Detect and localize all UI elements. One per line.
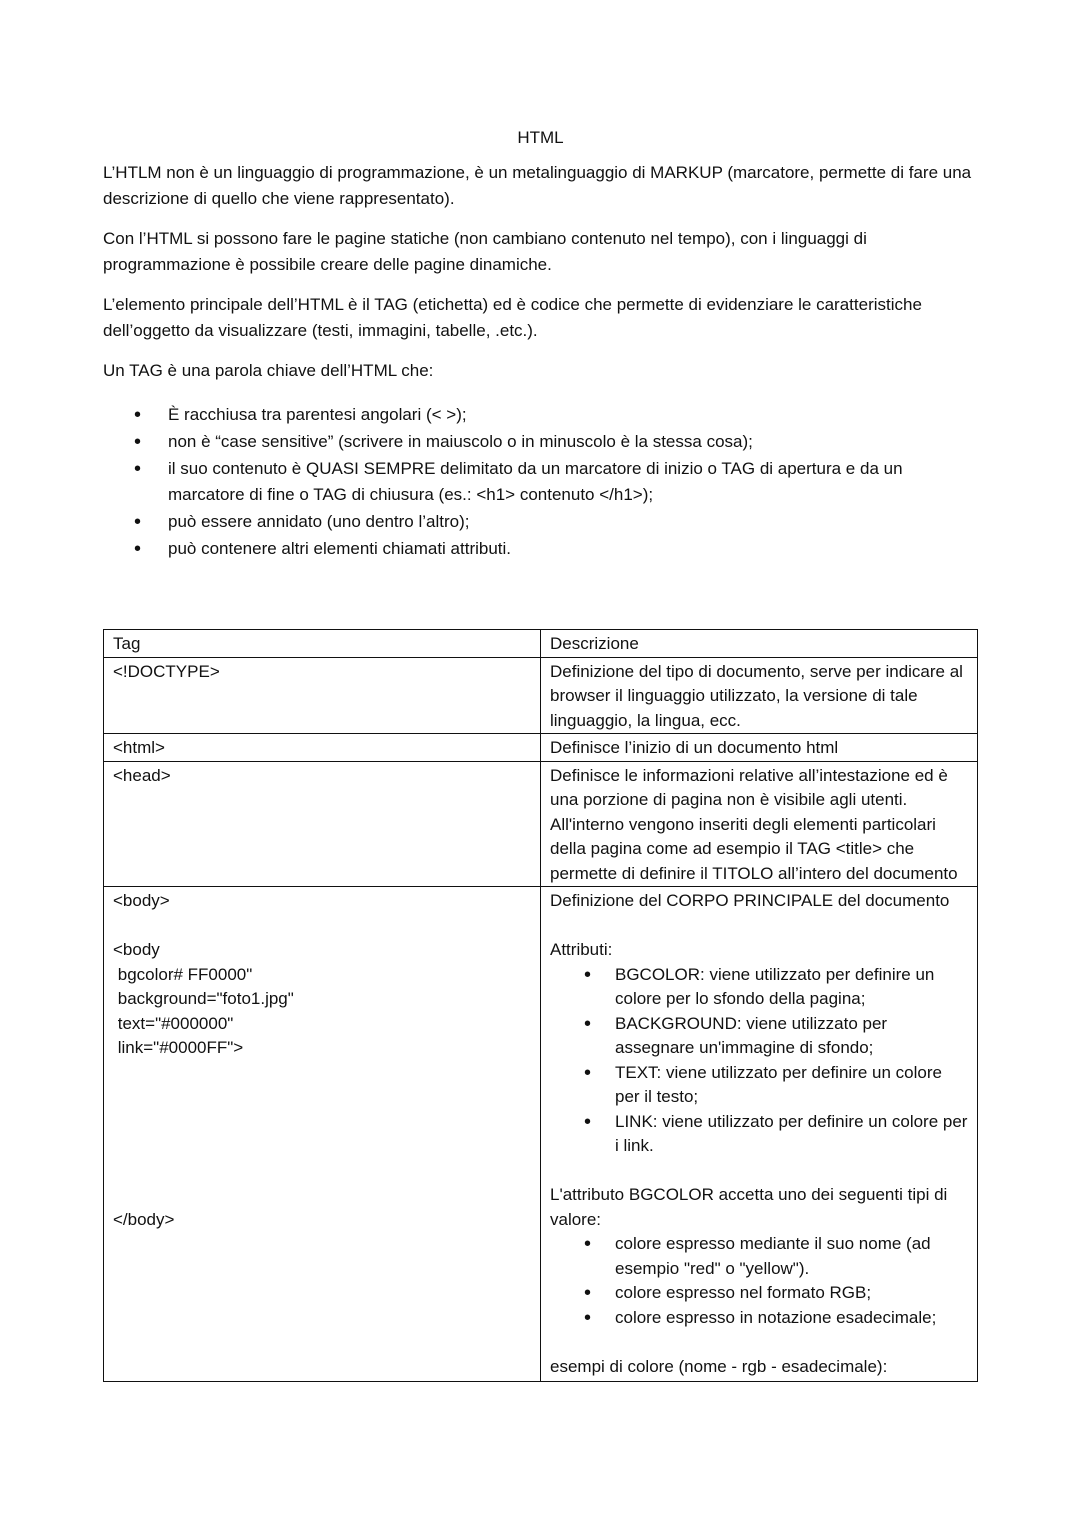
bgcolor-intro: L'attributo BGCOLOR accetta uno dei seguenti tipi di valore: <box>550 1185 948 1229</box>
body-close-tag: </body> <box>113 1209 175 1229</box>
paragraph-static-pages: Con l’HTML si possono fare le pagine statiche (non cambiano contenuto nel tempo), con i linguaggi di programmazione è possibile creare delle pagine dinamiche. <box>103 229 867 274</box>
list-item: • può contenere altri elementi chiamati attributi. <box>103 536 978 562</box>
cell-tag: <html> <box>104 734 541 762</box>
list-item: • LINK: viene utilizzato per definire un colore per i link. <box>550 1110 968 1159</box>
body-code-example: <body bgcolor# FF0000" background="foto1.jpg" text="#000000" link="#0000FF"> <box>113 940 294 1057</box>
list-item: • non è “case sensitive” (scrivere in maiuscolo o in minuscolo è la stessa cosa); <box>103 429 978 455</box>
paragraph-intro: L’HTLM non è un linguaggio di programmazione, è un metalinguaggio di MARKUP (marcatore, permette di fare una descrizione di quello che viene rappresentato). <box>103 163 972 208</box>
list-item: • colore espresso nel formato RGB; <box>550 1281 968 1306</box>
body-description: Definizione del CORPO PRINCIPALE del documento <box>550 891 950 910</box>
table-row <box>104 734 978 762</box>
list-item: • colore espresso in notazione esadecimale; <box>550 1306 968 1331</box>
attributes-list <box>550 963 968 1159</box>
tag-table <box>103 629 978 1382</box>
paragraph-tag-element: L’elemento principale dell’HTML è il TAG (etichetta) ed è codice che permette di evidenziare le caratteristiche dell’oggetto da visualizzare (testi, immagini, tabelle, .etc.). <box>103 295 922 340</box>
table-row <box>104 761 978 887</box>
cell-description: Definizione del tipo di documento, serve per indicare al browser il linguaggio utilizzato, la versione di tale linguaggio, la lingua, ecc. <box>541 657 978 734</box>
cell-tag: <head> <box>104 761 541 887</box>
list-item: • il suo contenuto è QUASI SEMPRE delimitato da un marcatore di inizio o TAG di apertura e da un marcatore di fine o TAG di chiusura (es.: <h1> contenuto </h1>); <box>103 456 978 508</box>
body-open-tag: <body> <box>113 891 170 910</box>
cell-description: Definisce l’inizio di un documento html <box>541 734 978 762</box>
list-item: • È racchiusa tra parentesi angolari (< >); <box>103 402 978 428</box>
table-row <box>104 657 978 734</box>
cell-tag: <!DOCTYPE> <box>104 657 541 734</box>
paragraph-tag-definition: Un TAG è una parola chiave dell’HTML che: <box>103 361 434 380</box>
list-item: • può essere annidato (uno dentro l’altro); <box>103 509 978 535</box>
list-item: • TEXT: viene utilizzato per definire un colore per il testo; <box>550 1061 968 1110</box>
table-header-row <box>104 630 978 658</box>
header-tag: Tag <box>104 630 541 658</box>
head-description-extra: All'interno vengono inseriti degli elementi particolari della pagina come ad esempio il TAG <title> che permette di definire il TITOLO all’intero del documento <box>550 814 958 883</box>
list-item: • BACKGROUND: viene utilizzato per assegnare un'immagine di sfondo; <box>550 1012 968 1061</box>
list-item: • BGCOLOR: viene utilizzato per definire un colore per lo sfondo della pagina; <box>550 963 968 1012</box>
color-examples-label: esempi di colore (nome - rgb - esadecimale): <box>550 1356 888 1376</box>
cell-description <box>541 761 978 887</box>
table-row-body <box>104 887 978 1382</box>
page-title: HTML <box>517 128 564 147</box>
cell-tag <box>104 887 541 1382</box>
tag-properties-list <box>103 402 978 562</box>
attributes-label: Attributi: <box>550 940 613 959</box>
header-description: Descrizione <box>541 630 978 658</box>
cell-description <box>541 887 978 1382</box>
document-page <box>103 128 978 563</box>
head-description: Definisce le informazioni relative all’intestazione ed è una porzione di pagina non è visibile agli utenti. <box>550 765 948 809</box>
list-item: • colore espresso mediante il suo nome (ad esempio "red" o "yellow"). <box>550 1232 968 1281</box>
bgcolor-values-list <box>550 1232 968 1330</box>
